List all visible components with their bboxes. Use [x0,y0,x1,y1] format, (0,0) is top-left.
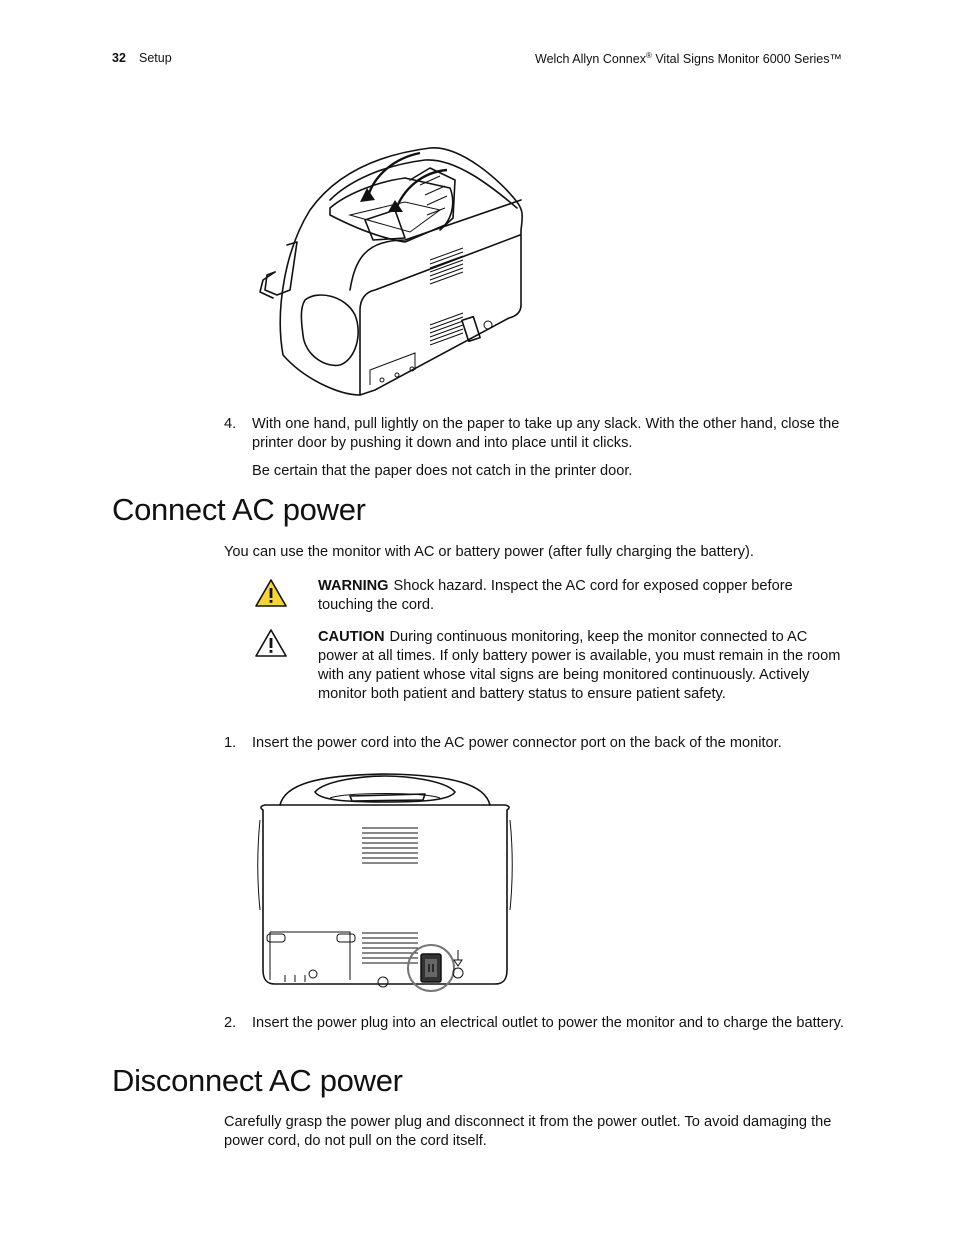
connect-intro: You can use the monitor with AC or battery power (after fully charging the battery). [224,544,754,560]
doc-title-prefix: Welch Allyn Connex [535,52,646,67]
step-note: Be certain that the paper does not catch in the printer door. [252,463,633,479]
warning-callout [318,577,848,615]
doc-title-suffix: Vital Signs Monitor 6000 Series™ [651,52,842,67]
step-number: 4. [224,416,237,432]
page-number: 32 [112,51,126,65]
caution-label: CAUTION [318,629,385,645]
running-doc-title [535,51,842,66]
vent-grille-lower [430,313,463,345]
running-section: Setup [139,51,172,65]
warning-label: WARNING [318,578,389,594]
monitor-back-illustration [255,770,515,1000]
caution-callout [318,628,848,704]
printer-door-illustration [255,140,530,400]
step-number: 1. [224,735,237,751]
section-heading-disconnect: Disconnect AC power [112,1063,403,1098]
caution-text: During continuous monitoring, keep the monitor connected to AC power at all times. If only battery power is available, you must remain in the room with any patient whose vital signs are being monitored continuously. Actively monitor both patient and battery status to ensure patient safety. [318,629,841,702]
registered-mark: ® [645,51,652,60]
step-text: Insert the power cord into the AC power connector port on the back of the monitor. [252,735,782,751]
step-text: Insert the power plug into an electrical outlet to power the monitor and to charge the battery. [252,1015,844,1031]
section-heading-connect: Connect AC power [112,492,366,527]
vent-grille-upper [430,248,463,284]
warning-icon [254,578,288,608]
disconnect-text: Carefully grasp the power plug and disconnect it from the power outlet. To avoid damaging the power cord, do not pull on the cord itself. [224,1114,832,1149]
step-text: With one hand, pull lightly on the paper to take up any slack. With the other hand, close the printer door by pushing it down and into place until it clicks. [252,416,840,451]
caution-icon [254,628,288,658]
vent-grille-top [362,828,418,863]
step-number: 2. [224,1015,237,1031]
warning-text: Shock hazard. Inspect the AC cord for exposed copper before touching the cord. [318,578,793,613]
